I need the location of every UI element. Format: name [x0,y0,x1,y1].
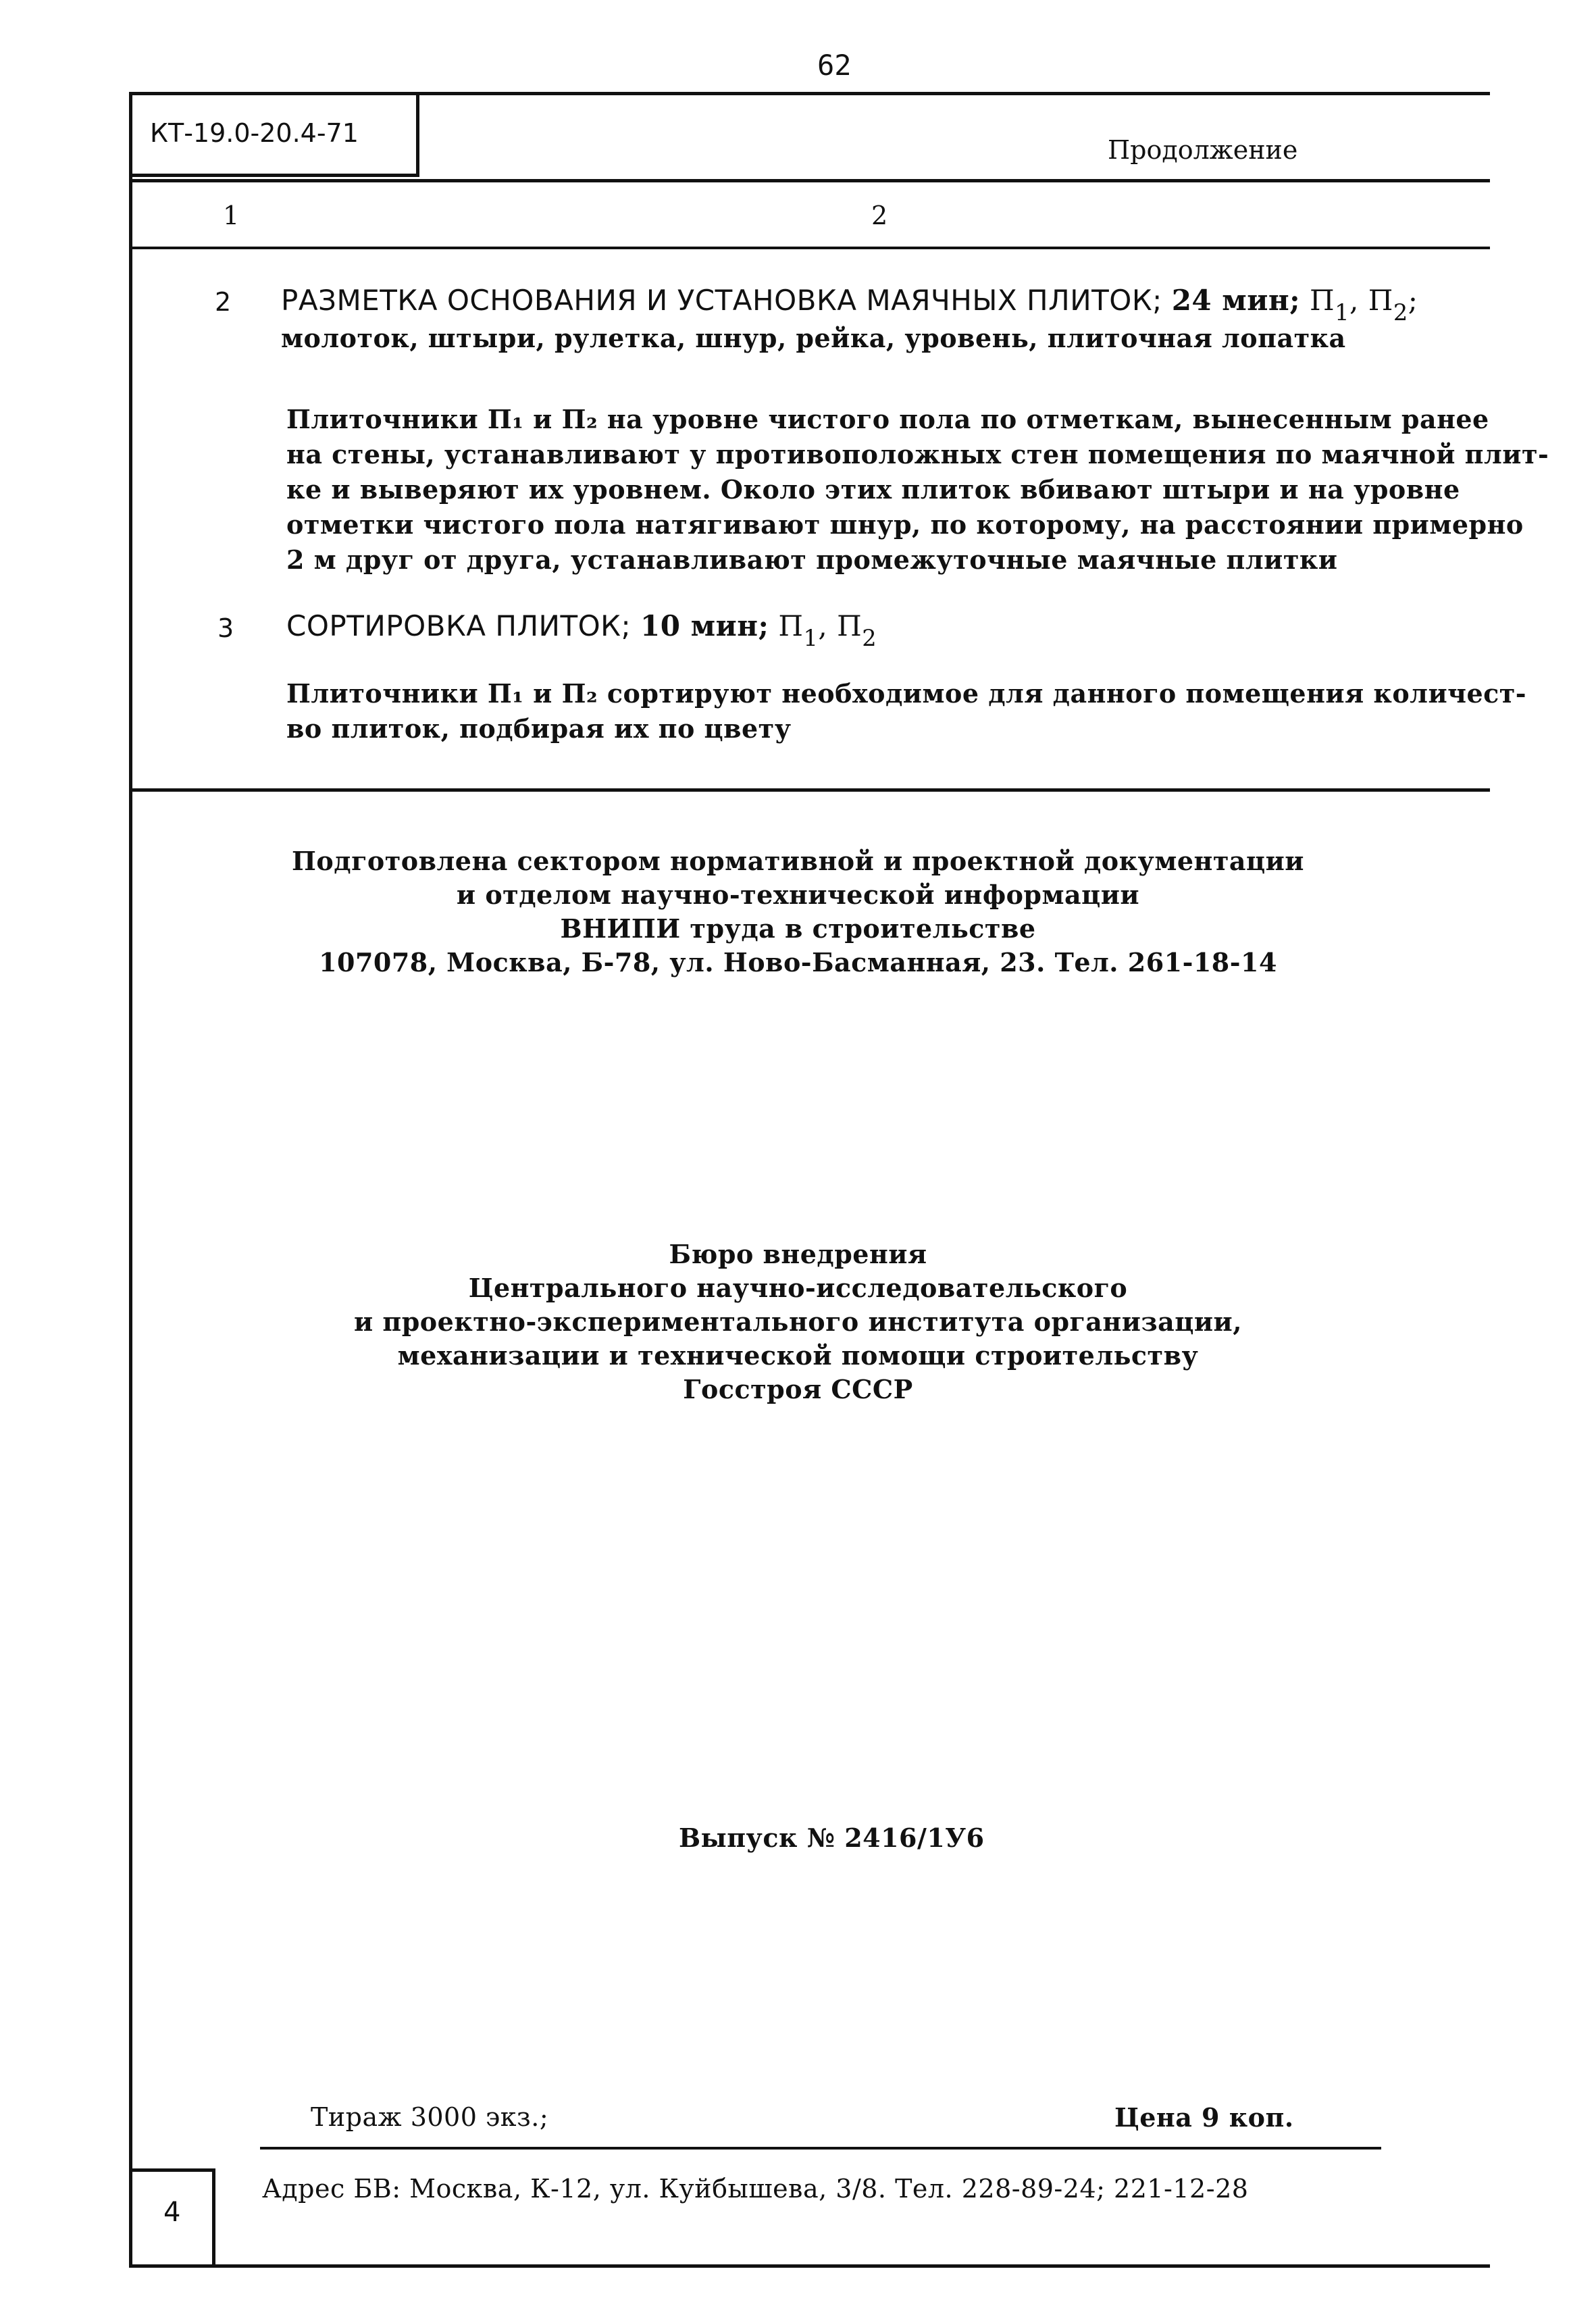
sheet-number: 4 [163,2197,181,2228]
price: Цена 9 коп. [1114,2102,1294,2133]
worker-a: $П_1$ [778,609,819,652]
prepared-by-line: и отделом научно-технической информации [456,880,1140,910]
step-description-line: 2 м друг от друга, устанавливают промежуточные маячные плитки [286,544,1338,575]
step-description-line: на стены, устанавливают у противоположных стен помещения по маячной плит- [286,439,1549,469]
bureau-line: Госстроя СССР [683,1374,913,1404]
step-description-line: во плиток, подбирая их по цвету [286,713,792,744]
bureau-line: механизации и технической помощи строительству [397,1340,1199,1371]
step-description-line: ке и выверяют их уровнем. Около этих плиток вбивают штыри и на уровне [286,474,1460,505]
step-tools: молоток, штыри, рулетка, шнур, рейка, уровень, плиточная лопатка [281,323,1346,353]
prepared-by-line: ВНИПИ труда в строительстве [560,913,1036,944]
bureau-line: Бюро внедрения [669,1239,927,1269]
worker-a: $П_1$ [1310,284,1350,326]
bureau-line: и проектно-экспериментального института организации, [354,1306,1242,1337]
step-description-line: Плиточники П₁ и П₂ сортируют необходимое для данного помещения количест- [286,678,1527,709]
step-duration: 24 мин; [1171,284,1301,317]
prepared-by-line: Подготовлена сектором нормативной и проектной документации [292,846,1304,876]
step-title-line: РАЗМЕТКА ОСНОВАНИЯ И УСТАНОВКА МАЯЧНЫХ ПЛИТОК; 24 мин; $П_1$, $П_2$; [281,284,1418,326]
column-header-rule [129,247,1490,249]
step-number: 2 [215,287,232,317]
doc-code: КТ-19.0-20.4-71 [150,118,359,148]
step-title-line: СОРТИРОВКА ПЛИТОК; 10 мин; $П_1$, $П_2$ [286,609,877,652]
worker-b: $П_2$ [1368,284,1408,326]
column-2-header: 2 [871,201,888,230]
step-title: РАЗМЕТКА ОСНОВАНИЯ И УСТАНОВКА МАЯЧНЫХ ПЛИТОК; [281,284,1162,317]
bureau-line: Центрального научно-исследовательского [468,1273,1128,1303]
frame-bottom-rule [129,2264,1490,2268]
step-description-line: отметки чистого пола натягивают шнур, по которому, на расстоянии примерно [286,509,1524,540]
footer-rule [260,2147,1381,2150]
column-1-header: 1 [223,201,240,230]
step-duration: 10 мин; [640,609,769,642]
print-run: Тираж 3000 экз.; [311,2102,549,2132]
bureau-address: Адрес БВ: Москва, К-12, ул. Куйбышева, 3/8. Тел. 228-89-24; 221-12-28 [262,2174,1249,2204]
step-number: 3 [217,613,234,643]
issue-number: Выпуск № 2416/1У6 [679,1823,985,1853]
page-number: 62 [817,49,852,82]
continuation-label: Продолжение [1108,135,1298,165]
table-bottom-rule [129,788,1490,792]
worker-b: $П_2$ [837,609,877,652]
prepared-by-address: 107078, Москва, Б-78, ул. Ново-Басманная, 23. Тел. 261-18-14 [319,947,1277,977]
frame-left-border [129,92,132,2267]
step-description-line: Плиточники П₁ и П₂ на уровне чистого пола по отметкам, вынесенным ранее [286,404,1489,434]
step-title: СОРТИРОВКА ПЛИТОК; [286,609,632,642]
header-rule [129,179,1490,182]
